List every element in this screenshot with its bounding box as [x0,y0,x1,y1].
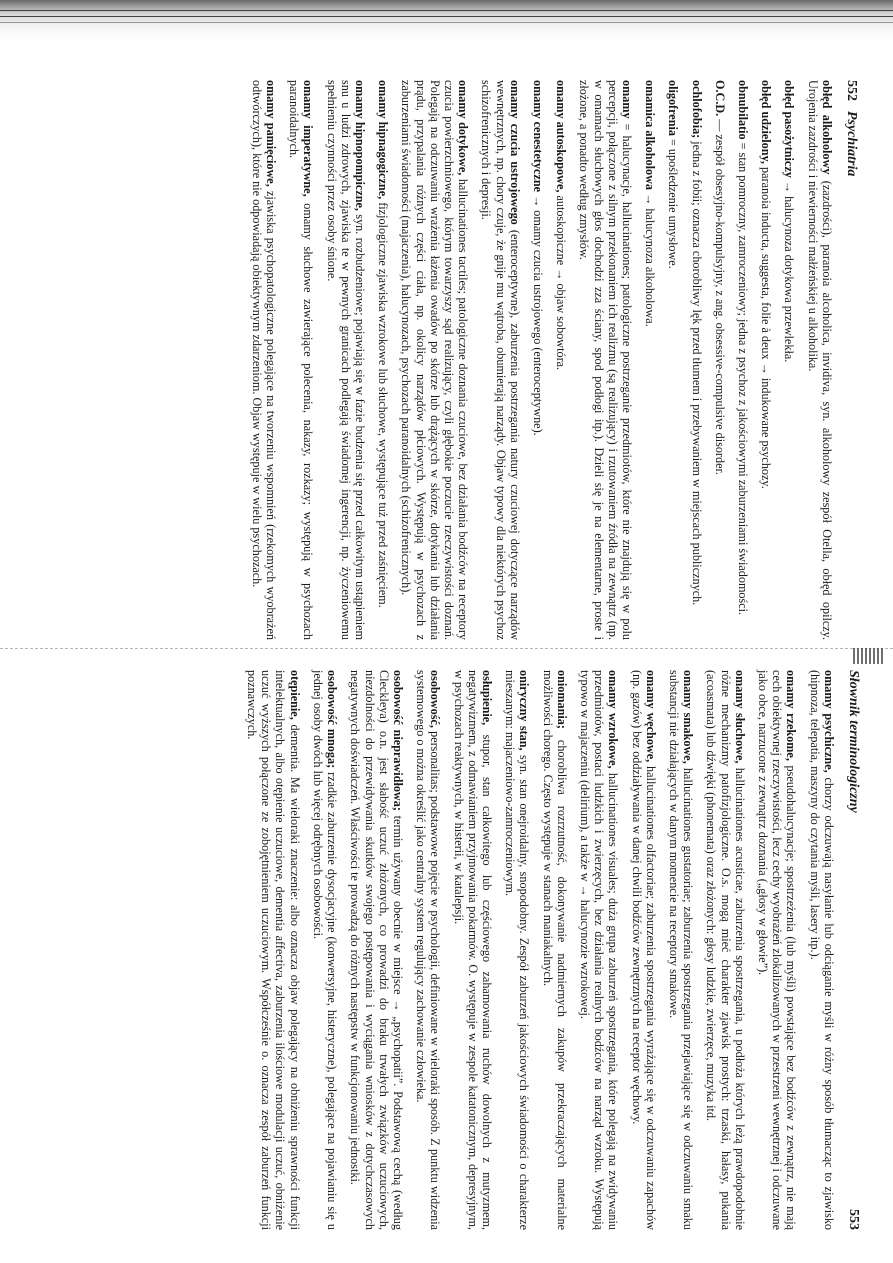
entry-definition: autoskopiczne → objaw sobowtóra. [554,192,569,371]
entry-term: obłęd alkoholowy [819,80,834,175]
entry-term: osobowość, [428,670,443,728]
entry-term: ochlofobia; [689,80,704,139]
dictionary-entry [578,670,621,1230]
right-running-head [846,670,860,1230]
left-running-head [844,80,858,640]
entry-term: omamy cenestetyczne [530,80,545,193]
entry-definition: termin używany obecnie w miejsce → „psychopatii”. Podstawową cechą (według Cleckleya) o.n. jest słabość uczuć złożonych, co prowadzi do braku trwałych związków uczuciowych, niezdolności do przewidywania skutków swojego postępowania i wyciągania wniosków z dotychczasowych negatywnych doświadczeń. Właściwości te prowadzą do różnych następstw w funkcjonowaniu jednostki. [348,670,405,1230]
entry-term: oligofrenia [666,80,681,136]
entry-definition: = upośledzenie umysłowe. [666,135,681,269]
right-page-number: 553 [846,1209,861,1230]
right-section-title: Słownik terminologiczny [846,670,861,813]
entry-term: omamy wzrokowe, [606,670,621,769]
entry-definition: chorzy odczuwają nasyłanie lub odciąganie myśli w różny sposób tłumacząc to zjawisko (hipnoza, telepatia, maszyny do czytania myśli, lasery itp.). [807,670,836,1231]
dictionary-entry [540,670,568,1230]
entry-definition: hallucinationes olfactoriae; zaburzenia spostrzegania wyrażające się w odczuwaniu zapachów (np. gazów) bez oddziaływania w danej chwili bodźców zewnętrznych na receptor węchowy. [629,670,658,1231]
dictionary-entry [629,670,657,1230]
dictionary-entry [324,80,367,640]
entry-term: omamy hipnopompiczne, [352,80,367,211]
entry-term: omamy imperatywne, [301,80,316,197]
entry-definition: = halucynacje, hallucinationes; patologiczne postrzeganie przedmiotów, które nie znajdują się w polu percepcji, połączone z silnym przekonaniem ich realizmu (są realizujący) i rzutowaniem źródła na zewnątrz (np. w omamach słuchowych głos dochodzi zza ściany, spod podłogi itp.). Dzieli się je na elementarne, proste i złożone, a ponadto według zmysłów. [577,80,634,640]
entry-term: omamy hipnagogiczne, [376,80,391,200]
entry-term: osobowość nieprawidłowa; [390,670,405,811]
entry-term: oniryczny stan, [517,670,532,751]
entry-term: omamy słuchowe, [732,670,747,764]
scan-edge-artifact [0,0,893,40]
left-section-title: Psychiatria [844,111,859,177]
dictionary-entry [667,670,695,1230]
entry-term: O.C.D. [712,80,727,117]
entry-definition: chorobliwa rozrzutność, dokonywanie nadmiernych zakupów przekraczających materialne możliwości chorego. Często występuje w stanach maniakalnych. [540,670,569,1230]
entry-definition: rzadkie zaburzenie dysocjacyjne (konwersyjne, histeryczne), polegające na pojawianiu się u jednej osoby dwóch lub więcej odrębnych osobowości. [310,670,340,1231]
entry-term: omamy węchowe, [643,670,658,763]
dictionary-entry [245,670,302,1230]
entry-term: osłupienie, [479,670,494,726]
dictionary-entry [759,80,773,640]
entry-definition: syn. stan onejroidalny, snopodobny. Zespół zaburzeń jakościowych świadomości o charakterze mieszanym: majaczeniowo-zamroczeniowym. [503,670,532,1230]
dictionary-entry [414,670,442,1230]
entry-term: omamy smakowe, [681,670,696,764]
entry-definition: → omamy czucia ustrojowego (enteroceptywne). [530,192,545,436]
dictionary-entry [807,670,835,1230]
dictionary-entry [643,80,657,640]
dictionary-entry [736,80,750,640]
entry-definition: paranoia inducta, suggesta, folie à deux → indukowane psychozy. [759,163,774,489]
entry-term: obłęd pasożytniczy [782,80,797,178]
entry-definition: hallucinationes tactiles; patologiczne doznania czuciowe, bez działania bodźców na receptory czucia powierzchniowego, którym towarzyszy sąd realizujący, czyli głębokie poczucie rzeczywistości doznań. Polegają na odczuwaniu wrażenia łażenia owadów po skórze lub drążących w skórze, dotykania lub działania prądu, przypalania różnych części ciała, np. okolicy narządów płciowych. Występują w psychozach z zaburzeniami świadomości (majaczenia), halucynozach, psychozach paranoidalnych (schizofrenicznych). [399,80,471,640]
entry-definition: syn. rozbudzeniowe; pojawiają się w fazie budzenia się przed całkowitym ustąpieniem snu u ludzi zdrowych, zjawiska te w pewnych granicach podlegają świadomej ingerencji, np. życzeniowemu spełnieniu czynności przez osoby śnione. [324,80,367,640]
entry-term: omamy pamięciowe, [263,80,278,187]
entry-definition: hallucinationes gustatoriae; zaburzenia spostrzegania przejawiające się w odczuwaniu smaku substancji nie działających w danym momencie na receptory smakowe. [666,670,696,1230]
entry-term: osobowość mnoga; [325,670,340,769]
entry-definition: zjawiska psychopatologiczne polegające na tworzeniu wspomnień (rzekomych wyobrażeń odtwórczych), które nie odpowiadają obiektywnym zdarzeniom. Objaw występuje w wielu psychozach. [249,80,278,641]
entry-definition: omamy słuchowe zawierające polecenia, nakazy, rozkazy; występują w psychozach paranoidalnych. [287,80,316,640]
dictionary-entry [805,80,833,640]
dictionary-entry [311,670,339,1230]
entry-definition: jedna z fobii; oznacza chorobliwy lęk przed tłumem i przebywaniem w miejscach publicznych. [689,138,704,606]
dictionary-entry [577,80,634,640]
dictionary-entry [531,80,545,640]
dictionary-entry [451,670,494,1230]
entry-definition: pseudohalucynacje; spostrzeżenia (lub myśli) powstające bez bodźców z zewnątrz, nie mają cech obiektywnej rzeczywistości, lecz cechy wyobrażeń zlokalizowanych w przestrzeni wewnętrznej i odczuwane jako obce, narzucone z zewnątrz doznania („głosy w głowie”). [755,670,799,1230]
dictionary-entry [399,80,470,640]
entry-term: omamy dotykowe, [456,80,471,176]
entry-definition: stupor, stan całkowitego lub częściowego zahamowania ruchów dowolnych z mutyzmem, negatywizmem, z odmawianiem przyjmowania pokarmów. O. występuje w zespole katatonicznym, depresyjnym, w psychozach reaktywnych, w histerii, w katalepsji. [451,670,494,1230]
entry-term: otępienie, [287,670,302,720]
dictionary-entry [287,80,315,640]
dictionary-entry [554,80,568,640]
dictionary-entry [479,80,522,640]
entry-term: omamy psychiczne, [821,670,836,773]
entry-definition: = stan pomroczny, zamroczeniowy; jedna z psychoz z jakościowymi zaburzeniami świadomości. [735,139,750,616]
entry-term: omamy rzekome, [784,670,799,761]
right-entry-list [245,670,836,1230]
dictionary-entry [756,670,799,1230]
entry-definition: — zespół obsesyjno-kompulsyjny, z ang. obsessive-compulsive disorder. [712,116,727,475]
dictionary-entry [250,80,278,640]
entry-definition: personalitas; podstawowe pojęcie w psychologii, definiowane w wieloraki sposób. Z punktu widzenia systemowego o można określić jako centralny system regulujący zachowanie człowieka. [414,670,443,1230]
entry-definition: hallucinationes visuales; duża grupa zaburzeń spostrzegania, które polegają na zwidywaniu przedmiotów, postaci ludzkich i zwierzęcych, bez działania realnych bodźców na narząd wzroku. Występują typowo w majaczeniu (delirium), a także w → halucynozie wzrokowej. [577,670,621,1230]
entry-term: omamy czucia ustrojowego [507,80,522,225]
left-entry-list [250,80,834,640]
entry-term: obnubilatio [735,80,750,140]
entry-term: omamy autoskopowe, [554,80,569,193]
dictionary-entry [704,670,747,1230]
entry-term: omamy [619,80,634,119]
dictionary-entry [689,80,703,640]
entry-definition: → halucynoza dotykowa przewlekła. [782,177,797,363]
dictionary-entry [503,670,531,1230]
dictionary-entry [376,80,390,640]
entry-definition: (enteroceptywne), zaburzenia postrzegania natury czuciowej dotyczące narządów wewnętrznych, np. chory czuje, że gnije mu wątroba, obumierają narządy. Objaw typowy dla niektórych psychoz schizofrenicznych i depresji. [479,80,522,640]
dictionary-entry [713,80,727,640]
gutter-scan-mark [853,648,883,664]
entry-definition: fizjologiczne zjawiska wzrokowe lub słuchowe, występujące tuż przed zaśnięciem. [376,199,391,608]
page-gutter [0,648,893,661]
entry-definition: dementia. Ma wieloraki znaczenie: albo oznacza objaw polegający na obniżeniu sprawności funkcji intelektualnych, albo otępienie uczuciowe, dementia affectiva, zaburzenia ilościowe modulacji uczuć, obniżenie uczuć wyższych połączone ze zobojętnieniem uczuciowym. Współcześnie o. oznacza zespół zaburzeń funkcji poznawczych. [245,670,302,1230]
entry-term: oniomania; [554,670,569,729]
entry-definition: (zazdrości), paranoia alcoholica, invidiva, syn. alkoholowy zespół Otella, obłęd opilczy. Urojenia zazdrości i niewierności małżeńskiej u alkoholika. [805,80,834,641]
entry-definition: hallucinationes acusticae, zaburzenia spostrzegania, u podłoża których leżą prawdopodobnie różne mechanizmy patofizjologiczne. O.s. mogą mieć charakter zjawisk prostych: trzaski, hałasy, pukania (acoasmata) lub dźwięki (phonemata) oraz złożonych: głosy ludzkie, zwierzęce, muzyka itd. [704,670,747,1230]
dictionary-entry [666,80,680,640]
entry-term: omamica alkoholowa [643,80,658,191]
entry-definition: → halucynoza alkoholowa. [643,190,658,327]
dictionary-entry [782,80,796,640]
left-page-number: 552 [844,80,859,101]
entry-term: obłęd udzielony, [759,80,774,164]
dictionary-entry [348,670,405,1230]
